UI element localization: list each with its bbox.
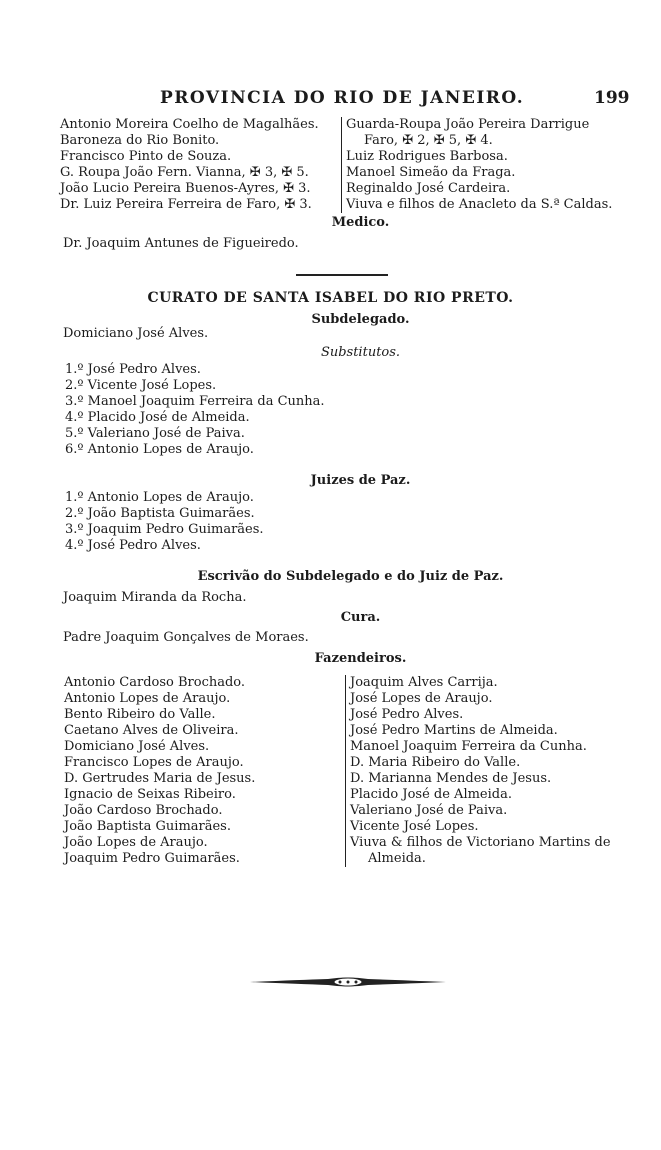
substitutos-heading: Substitutos.: [320, 345, 401, 360]
list-item: D. Gertrudes Maria de Jesus.: [64, 771, 256, 786]
list-item: Guarda-Roupa João Pereira Darrigue: [346, 117, 590, 132]
fazendeiros-heading: Fazendeiros.: [314, 651, 407, 666]
substitutos-list: [65, 362, 325, 458]
section-title: CURATO DE SANTA ISABEL DO RIO PRETO.: [147, 290, 514, 306]
page-header: [0, 88, 661, 112]
ornament-icon: [248, 975, 448, 989]
list-item: Reginaldo José Cardeira.: [346, 181, 511, 196]
list-item: Dr. Luiz Pereira Ferreira de Faro, ✠ 3.: [60, 197, 312, 212]
list-item: 3.º Joaquim Pedro Guimarães.: [65, 522, 264, 537]
list-item: 3.º Manoel Joaquim Ferreira da Cunha.: [65, 394, 325, 409]
juizes-list: [65, 490, 264, 554]
escrivao-name: Joaquim Miranda da Rocha.: [63, 590, 247, 605]
running-title: PROVINCIA DO RIO DE JANEIRO.: [160, 88, 525, 108]
cura-heading: Cura.: [340, 610, 381, 625]
list-item: Luiz Rodrigues Barbosa.: [346, 149, 508, 164]
list-item: Vicente José Lopes.: [350, 819, 479, 834]
fazendeiros-two-column-block: [64, 675, 611, 867]
list-item: Francisco Lopes de Araujo.: [64, 755, 244, 770]
escrivao-heading: Escrivão do Subdelegado e do Juiz de Paz.: [197, 569, 504, 584]
list-item: Viuva & filhos de Victoriano Martins de: [350, 835, 611, 850]
subdelegado-name: Domiciano José Alves.: [63, 326, 209, 341]
medico-heading: Medico.: [331, 215, 390, 230]
list-item: 6.º Antonio Lopes de Araujo.: [65, 442, 254, 457]
list-item: José Pedro Martins de Almeida.: [350, 723, 558, 738]
fazendeiros-right-column: [345, 675, 611, 867]
list-item: João Baptista Guimarães.: [64, 819, 231, 834]
list-item: Manoel Joaquim Ferreira da Cunha.: [350, 739, 587, 754]
juizes-heading: Juizes de Paz.: [310, 473, 411, 488]
list-item: 2.º João Baptista Guimarães.: [65, 506, 255, 521]
list-item: Antonio Cardoso Brochado.: [64, 675, 246, 690]
list-item: Caetano Alves de Oliveira.: [64, 723, 239, 738]
subdelegado-heading: Subdelegado.: [311, 312, 410, 327]
list-item: D. Marianna Mendes de Jesus.: [350, 771, 552, 786]
list-item: Almeida.: [368, 851, 426, 866]
fazendeiros-left-column: [64, 675, 345, 867]
list-item: D. Maria Ribeiro do Valle.: [350, 755, 521, 770]
list-item: G. Roupa João Fern. Vianna, ✠ 3, ✠ 5.: [60, 165, 309, 180]
list-item: Joaquim Pedro Guimarães.: [64, 851, 240, 866]
list-item: 2.º Vicente José Lopes.: [65, 378, 217, 393]
section-divider: [296, 274, 388, 276]
list-item: 4.º José Pedro Alves.: [65, 538, 201, 553]
list-item: 4.º Placido José de Almeida.: [65, 410, 250, 425]
list-item: Faro, ✠ 2, ✠ 5, ✠ 4.: [364, 133, 493, 148]
list-item: Bento Ribeiro do Valle.: [64, 707, 216, 722]
list-item: João Lucio Pereira Buenos-Ayres, ✠ 3.: [60, 181, 311, 196]
list-item: Baroneza do Rio Bonito.: [60, 133, 220, 148]
list-item: Placido José de Almeida.: [350, 787, 512, 802]
list-item: 5.º Valeriano José de Paiva.: [65, 426, 245, 441]
list-item: Joaquim Alves Carrija.: [350, 675, 498, 690]
list-item: 1.º José Pedro Alves.: [65, 362, 201, 377]
list-item: Antonio Moreira Coelho de Magalhães.: [60, 117, 319, 132]
list-item: Domiciano José Alves.: [64, 739, 210, 754]
list-item: João Cardoso Brochado.: [64, 803, 223, 818]
list-item: Ignacio de Seixas Ribeiro.: [64, 787, 236, 802]
top-left-column: [60, 117, 341, 213]
list-item: Manoel Simeão da Fraga.: [346, 165, 516, 180]
list-item: Viuva e filhos de Anacleto da S.ª Caldas.: [346, 197, 613, 212]
medico-name: Dr. Joaquim Antunes de Figueiredo.: [63, 236, 299, 251]
list-item: José Pedro Alves.: [350, 707, 464, 722]
top-two-column-block: [60, 117, 612, 213]
list-item: 1.º Antonio Lopes de Araujo.: [65, 490, 254, 505]
list-item: José Lopes de Araujo.: [350, 691, 493, 706]
page-number: 199: [594, 88, 630, 108]
cura-name: Padre Joaquim Gonçalves de Moraes.: [63, 630, 309, 645]
list-item: Valeriano José de Paiva.: [350, 803, 508, 818]
list-item: Francisco Pinto de Souza.: [60, 149, 232, 164]
top-right-column: [341, 117, 612, 213]
list-item: João Lopes de Araujo.: [64, 835, 208, 850]
list-item: Antonio Lopes de Araujo.: [64, 691, 231, 706]
